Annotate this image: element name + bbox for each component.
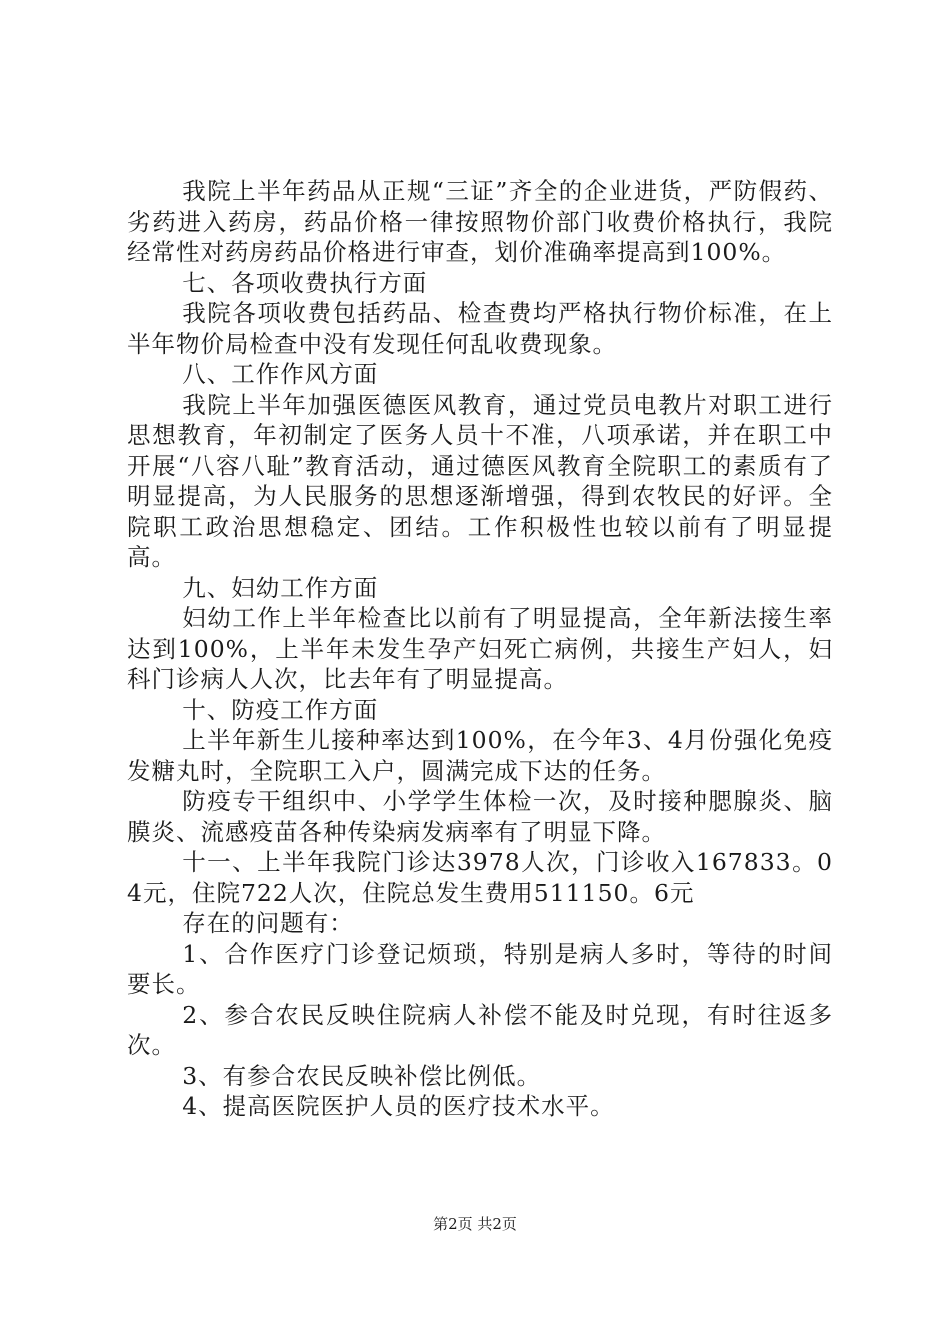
paragraph-work-style: 我院上半年加强医德医风教育，通过党员电教片对职工进行思想教育，年初制定了医务人员十不准，八项承诺，并在职工中开展“八容八耻”教育活动，通过德医风教育全院职工的素质有了明显提高，为人民服务的思想逐渐增强，得到农牧民的好评。全院职工政治思想稳定、团结。工作积极性也较以前有了明显提高。 (127, 390, 833, 571)
paragraph-drug-procurement: 我院上半年药品从正规“三证”齐全的企业进货，严防假药、劣药进入药房，药品价格一律按照物价部门收费价格执行，我院经常性对药房药品价格进行审查，划价准确率提高到100%。 (127, 177, 833, 266)
list-item-problem-2: 2、参合农民反映住院病人补偿不能及时兑现，有时往返多次。 (127, 1000, 833, 1059)
list-item-problem-1: 1、合作医疗门诊登记烦琐，特别是病人多时，等待的时间要长。 (127, 939, 833, 998)
paragraph-maternal-child: 妇幼工作上半年检查比以前有了明显提高，全年新法接生率达到100%，上半年未发生孕产妇死亡病例，共接生产妇人，妇科门诊病人人次，比去年有了明显提高。 (127, 604, 833, 693)
document-body (127, 176, 833, 1122)
page-number-footer: 第2页 共2页 (433, 1215, 517, 1233)
heading-maternal-child: 九、妇幼工作方面 (182, 573, 379, 602)
heading-problems: 存在的问题有： (182, 909, 354, 937)
heading-epidemic-prevention: 十、防疫工作方面 (182, 695, 379, 724)
paragraph-vaccination: 上半年新生儿接种率达到100%，在今年3、4月份强化免疫发糖丸时，全院职工入户，圆满完成下达的任务。 (127, 726, 833, 785)
heading-work-style: 八、工作作风方面 (182, 360, 379, 388)
paragraph-student-checkup: 防疫专干组织中、小学学生体检一次，及时接种腮腺炎、脑膜炎、流感疫苗各种传染病发病率有了明显下降。 (127, 787, 833, 846)
heading-fee-execution: 七、各项收费执行方面 (182, 268, 428, 297)
paragraph-fee-execution: 我院各项收费包括药品、检查费均严格执行物价标准，在上半年物价局检查中没有发现任何乱收费现象。 (127, 299, 833, 358)
paragraph-statistics: 十一、上半年我院门诊达3978人次，门诊收入167833。04元，住院722人次，住院总发生费用511150。6元 (127, 848, 833, 907)
list-item-problem-4: 4、提高医院医护人员的医疗技术水平。 (182, 1092, 615, 1120)
list-item-problem-3: 3、有参合农民反映补偿比例低。 (182, 1061, 542, 1090)
